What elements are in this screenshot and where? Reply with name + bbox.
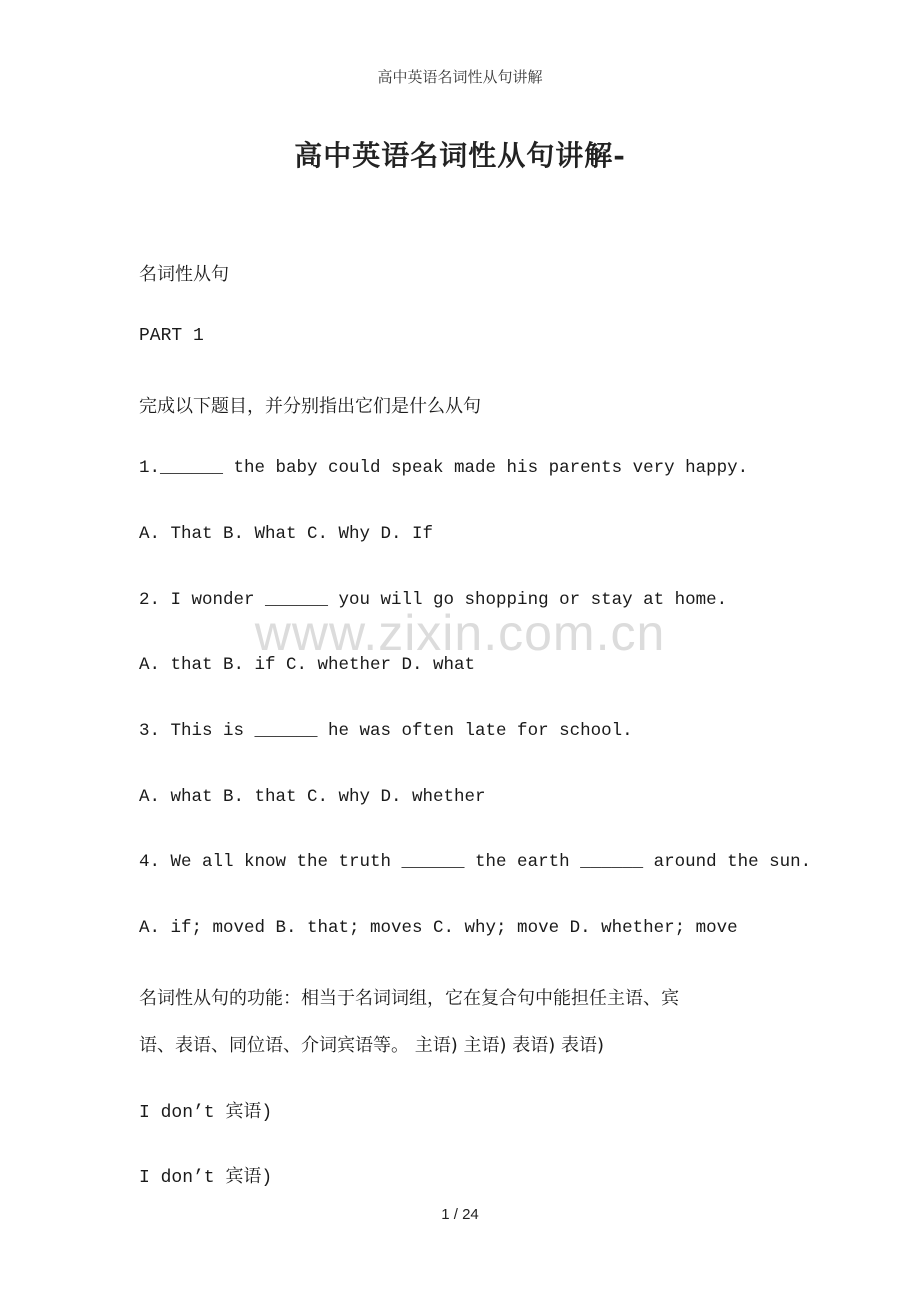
- part-label: PART 1: [139, 326, 204, 346]
- question-1-stem: 1.______ the baby could speak made his parents very happy.: [139, 458, 749, 478]
- question-4-stem: 4. We all know the truth ______ the earth ______ around the sun.: [139, 852, 812, 872]
- question-4-options: A. if; moved B. that; moves C. why; move D. whether; move: [139, 918, 738, 938]
- running-header: 高中英语名词性从句讲解: [377, 68, 543, 86]
- question-2-options: A. that B. if C. whether D. what: [139, 655, 476, 675]
- question-3-stem: 3. This is ______ he was often late for school.: [139, 721, 633, 741]
- page-number: 1 / 24: [441, 1206, 479, 1223]
- example-line-1: I don’t 宾语): [139, 1103, 273, 1123]
- instruction-text: 完成以下题目，并分别指出它们是什么从句: [139, 396, 481, 417]
- question-3-options: A. what B. that C. why D. whether: [139, 787, 486, 807]
- watermark: www.zixin.com.cn: [254, 605, 666, 661]
- question-1-options: A. That B. What C. Why D. If: [139, 524, 434, 544]
- question-2-stem: 2. I wonder ______ you will go shopping or stay at home.: [139, 590, 728, 610]
- function-text-line-1: 名词性从句的功能：相当于名词词组，它在复合句中能担任主语、宾: [139, 988, 679, 1009]
- section-heading: 名词性从句: [139, 264, 229, 285]
- example-line-2: I don’t 宾语): [139, 1168, 273, 1188]
- function-text-line-2: 语、表语、同位语、介词宾语等。 主语) 主语) 表语) 表语): [139, 1035, 604, 1056]
- document-title: 高中英语名词性从句讲解-: [294, 139, 626, 172]
